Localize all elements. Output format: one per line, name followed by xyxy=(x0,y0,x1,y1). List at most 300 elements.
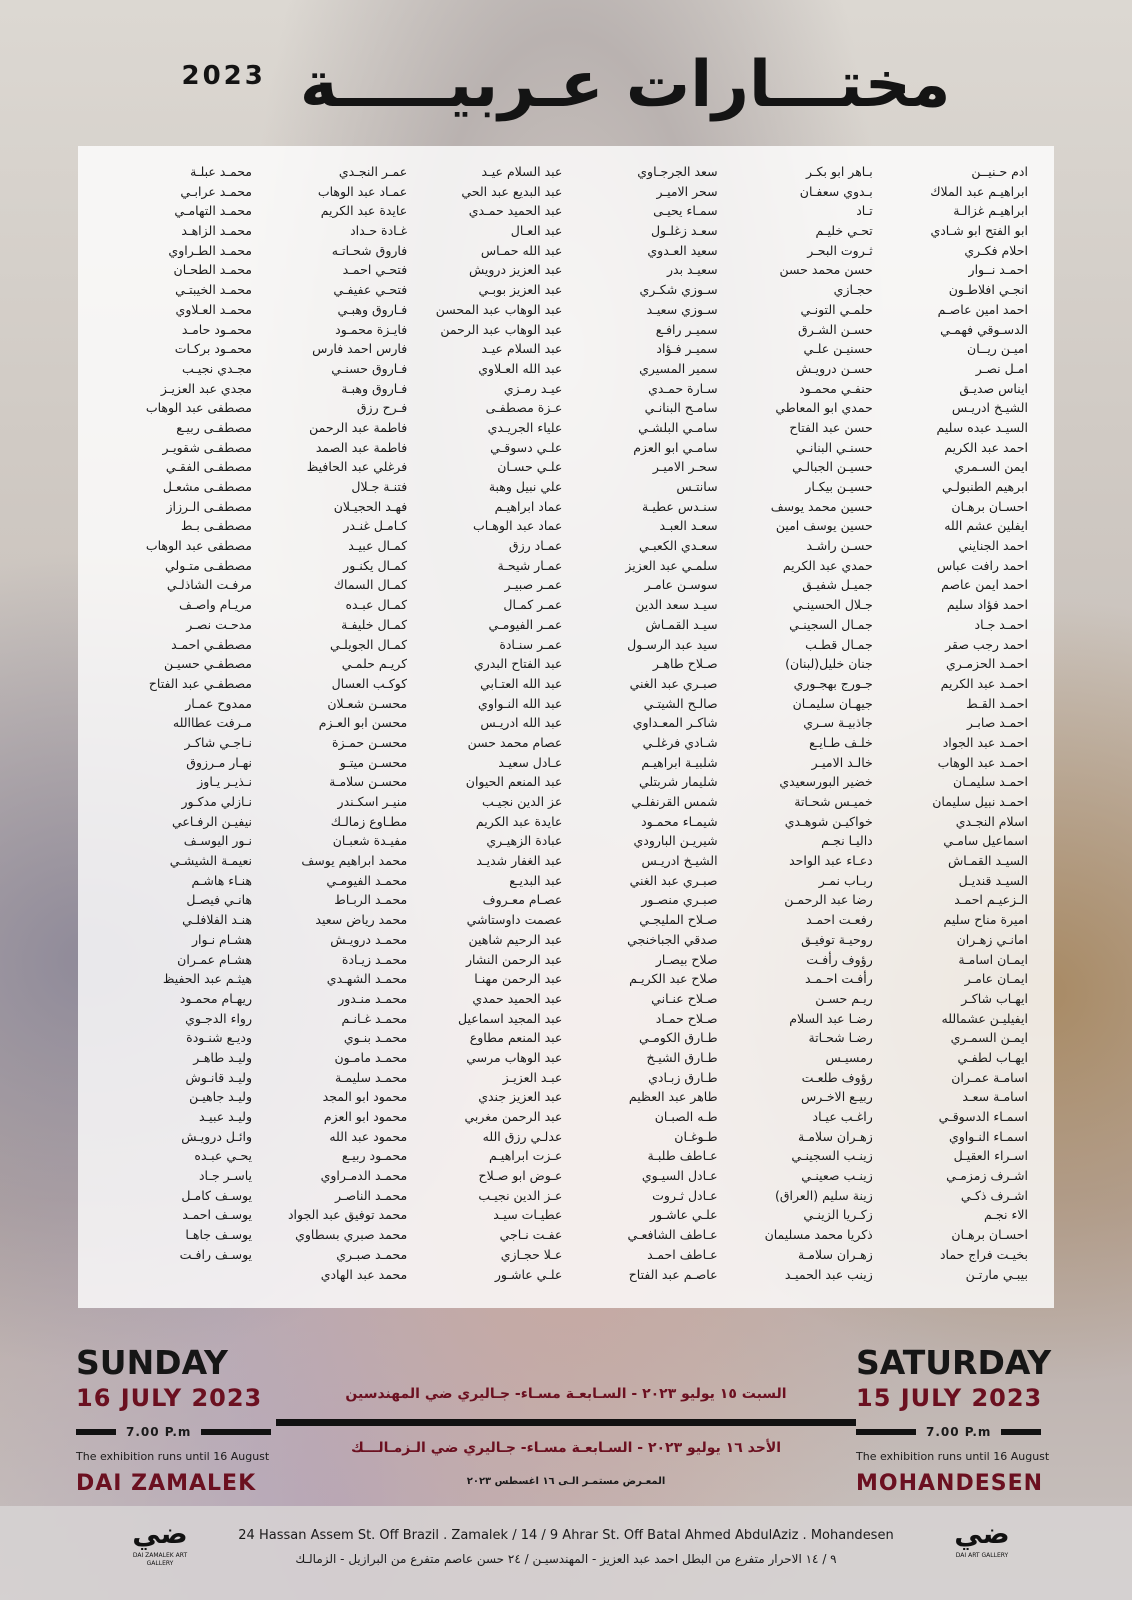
event-time-row xyxy=(76,1424,276,1440)
artist-name: زينـب السجينـي xyxy=(791,1148,873,1164)
saturday-arabic-line: السبت ١٥ يوليو ٢٠٢٣ - السـابعـة مسـاء- جـاليري ضي المهندسين xyxy=(345,1386,787,1402)
artist-name: زينـب صعينـي xyxy=(801,1168,873,1184)
artist-name: هنـاء هاشـم xyxy=(191,872,252,888)
artist-name: عاصـم عبد الفتاح xyxy=(628,1266,718,1282)
artist-name: عبد العـال xyxy=(510,223,563,239)
artist-name: سعـد زغلـول xyxy=(650,223,718,239)
artist-name: عبد الوهاب عبد المحسن xyxy=(435,301,563,317)
logo-caption: DAI ZAMALEK ART GALLERY xyxy=(132,1552,188,1567)
artist-name: مصطفـى ربيـع xyxy=(176,419,252,435)
artist-name: مصطفـي حسيـن xyxy=(164,656,252,672)
artist-name: السيـد عبده سليم xyxy=(936,419,1028,435)
artist-name: عبادة الزهيـري xyxy=(486,833,563,849)
artist-name: علـي حسـان xyxy=(497,459,563,475)
artist-name: احمـد سليمـان xyxy=(953,774,1028,790)
artist-name: احمـد عبد الجواد xyxy=(942,734,1028,750)
artist-name: حسنـي البنانـي xyxy=(795,439,873,455)
artist-name: روحيـة توفيـق xyxy=(801,931,873,947)
artist-name: مصطفـى شقويـر xyxy=(162,439,252,455)
artist-name: الشيـخ ادريـس xyxy=(951,400,1028,416)
artist-name: ابرهيم الطنبولـي xyxy=(942,479,1028,494)
dai-zamalek-logo xyxy=(120,1516,200,1582)
artist-name: سـوزي سعيـد xyxy=(646,301,718,317)
artist-name: محمـد الربـاط xyxy=(334,892,408,908)
artist-name: عـادل السيـوي xyxy=(641,1168,718,1184)
names-column xyxy=(725,162,873,1308)
artist-name: بخيـت فراج حماد xyxy=(939,1246,1028,1262)
artist-name: محمـد العـلاوي xyxy=(175,301,252,317)
artist-name: احمد عبد الكريم xyxy=(944,439,1028,455)
artist-name: احمد فؤاد سليم xyxy=(946,597,1028,613)
artist-name: هشـام عمـران xyxy=(177,951,252,967)
artist-name: فـاروق وهبـي xyxy=(337,301,408,317)
artist-name: كـامـل غنـدر xyxy=(343,518,408,534)
artist-name: بـاهر ابو بكـر xyxy=(806,164,873,179)
title-arabic: مختـــارات عـربيـــــة xyxy=(299,48,951,122)
artist-name: نهـار مـرزوق xyxy=(186,754,252,770)
divider xyxy=(201,1429,271,1435)
artist-name: فرغلي عبد الحافيظ xyxy=(306,459,408,475)
artist-name: احمـد صابـر xyxy=(966,715,1028,731)
artist-name: صلاح عبد الكريـم xyxy=(629,971,718,987)
artist-name: حجـازي xyxy=(833,282,873,298)
artist-name: فاروق شحـاتـه xyxy=(331,242,408,258)
artist-name: احسـان برهـان xyxy=(951,1227,1028,1243)
artist-name: احمـد جـاد xyxy=(974,616,1028,632)
artist-name: عبد الوهاب مرسي xyxy=(466,1049,563,1065)
artist-name: عمـاد عبد الوهاب xyxy=(317,183,408,199)
artist-name: اشـرف ذكـي xyxy=(960,1187,1028,1203)
artist-name: ايناس صديـق xyxy=(959,380,1028,396)
artist-name: علـي عاشـور xyxy=(650,1207,718,1223)
artist-name: راغـب عيـاد xyxy=(812,1109,873,1124)
artist-name: عبد الفتاح البدري xyxy=(473,656,563,672)
artist-name: عطيـات سيـد xyxy=(493,1207,563,1223)
artist-name: عبد الحميد حمدي xyxy=(472,990,563,1006)
artist-name: محمـد مامـون xyxy=(334,1049,408,1065)
artist-name: علـي عاشـور xyxy=(494,1266,563,1282)
artist-name: فاطمة عبد الصمد xyxy=(315,439,408,455)
artist-name: ايهـاب شاكـر xyxy=(961,990,1028,1006)
artist-name: ايمـن السمـري xyxy=(950,1030,1028,1046)
artist-name: فـاروق حسنـي xyxy=(331,360,408,376)
artist-name: محسـن ميتـو xyxy=(339,754,408,770)
artist-name: زينة سليم (العراق) xyxy=(774,1187,873,1203)
artist-name: عايدة عبد الكريم xyxy=(320,203,408,219)
dai-gallery-logo xyxy=(942,1516,1022,1582)
artist-name: صلاح بيصـار xyxy=(655,951,718,967)
event-sunday xyxy=(76,1344,276,1496)
artist-name: عمـاد رزق xyxy=(508,538,563,554)
artist-name: اشـرف زمزمـي xyxy=(946,1168,1028,1184)
artist-name: وليـد عبيـد xyxy=(198,1109,252,1124)
artist-name: عدلـي رزق الله xyxy=(482,1128,563,1144)
artist-name: حسين يوسف امين xyxy=(775,518,873,534)
artist-name: محمـد الدمـراوي xyxy=(320,1168,408,1184)
artist-name: كمـال السماك xyxy=(333,577,408,593)
artist-name: عـزت ابراهيـم xyxy=(488,1148,563,1164)
artist-name: هانـي فيصـل xyxy=(186,892,252,908)
artist-name: السيـد القمـاش xyxy=(947,853,1028,869)
artist-name: بـدوي سعفـان xyxy=(799,183,873,199)
artist-name: يوسـف جاهـا xyxy=(185,1227,252,1243)
artist-name: اسمـاء النـواوي xyxy=(948,1128,1028,1144)
artist-name: ثـروت البحـر xyxy=(807,242,873,258)
artist-name: جمـال السجينـي xyxy=(789,616,873,632)
artist-name: محمـد الناصـر xyxy=(334,1187,408,1203)
artist-name: نـازلي مدكـور xyxy=(181,794,252,809)
artist-name: منيـر اسكـندر xyxy=(337,794,408,809)
artist-name: حمدي ابو المعاطي xyxy=(775,400,873,416)
artist-name: طـارق الشيـخ xyxy=(646,1049,718,1065)
artist-name: ربيـع الاخـرس xyxy=(801,1089,873,1105)
artist-name: مدحـت نصـر xyxy=(186,616,252,632)
artist-name: هشـام نـوار xyxy=(191,931,252,947)
artist-name: مرفـت الشاذلـي xyxy=(166,577,252,593)
artist-name: رفعـت احمـد xyxy=(806,912,873,928)
artist-name: محمـود ربيـع xyxy=(341,1148,408,1164)
artist-name: كريـم حلمـي xyxy=(341,656,408,672)
artist-name: وليـد طاهـر xyxy=(193,1049,252,1065)
artist-name: سامـي البلشـي xyxy=(638,419,718,435)
artist-name: خميـس شحـاتة xyxy=(794,794,873,809)
artist-name: طـه الصبـان xyxy=(654,1109,718,1124)
artist-name: عبد الله العتـابي xyxy=(480,675,563,691)
artist-name: رمسيـس xyxy=(825,1049,873,1065)
artist-name: هنـد الفلافلـي xyxy=(182,912,252,928)
artist-name: ريهـام محمـود xyxy=(179,990,252,1006)
artist-name: عـادل سعيـد xyxy=(498,754,563,770)
artist-name: سلمـي عبد العزيز xyxy=(625,557,718,573)
artist-name: شيريـن البارودي xyxy=(633,833,718,849)
artist-name: احسـان برهـان xyxy=(951,498,1028,514)
artist-name: عـزة مصطفـى xyxy=(485,400,563,416)
artist-name: خلـف طـايـع xyxy=(809,734,873,750)
artist-name: سعيـد بدر xyxy=(667,262,718,278)
artist-name: طاهر عبد العظيم xyxy=(628,1089,718,1105)
artist-name: محمـد صبـري xyxy=(336,1246,408,1262)
artist-name: عبد المنعم الحيوان xyxy=(465,774,563,790)
artist-name: ذكريا محمد مسليمان xyxy=(764,1227,873,1243)
artist-name: ايفيليـن عشمالله xyxy=(941,1010,1028,1026)
artist-name: محمود عبد الله xyxy=(329,1128,408,1144)
artist-name: السيـد قنديـل xyxy=(958,872,1028,888)
artist-name: احمد الجنايني xyxy=(958,538,1028,554)
artist-name: عبد الله ادريـس xyxy=(480,715,563,731)
artist-name: سانتـس xyxy=(676,479,718,494)
artist-name: ابو الفتح ابو شـادي xyxy=(930,223,1028,239)
artist-name: نـاجـي شاكـر xyxy=(184,734,252,750)
title-block xyxy=(0,40,1132,130)
artist-name: كمـال الجويلـي xyxy=(329,636,408,652)
artist-name: فتحـي احمـد xyxy=(342,262,408,278)
artist-name: احمد امين عاصـم xyxy=(937,301,1028,317)
artist-name: حسين محمد يوسف xyxy=(770,498,873,514)
artist-name: سميـر فـؤاد xyxy=(656,341,718,357)
artist-name: حلمـي التونـي xyxy=(800,301,873,317)
artist-name: محمد عبد الهادي xyxy=(320,1266,408,1282)
artist-name: صبـري عبد الغني xyxy=(629,675,718,691)
artist-name: علياء الجريـدي xyxy=(487,419,563,435)
artist-name: ربـاب نمـر xyxy=(818,872,873,888)
artist-name: فتحـي عفيفـي xyxy=(333,282,408,298)
artist-name: محمـد عرابـي xyxy=(180,183,252,199)
artist-name: عبد السلام عيـد xyxy=(481,164,563,179)
artist-name: ياسـر جـاد xyxy=(198,1168,252,1184)
artist-name: شيمـاء محمـود xyxy=(641,813,718,829)
artist-name: زينب عبد الحميـد xyxy=(784,1266,873,1282)
artist-name: جيهـان سليمـان xyxy=(792,695,873,711)
artist-name: شاكـر المعـداوي xyxy=(632,715,718,731)
event-runs-until: The exhibition runs until 16 August xyxy=(856,1450,1050,1463)
artist-name: مـرفت عطاالله xyxy=(172,715,252,731)
artist-name: جنان خليل(لبنان) xyxy=(785,656,873,672)
artist-name: سعيد العـدوي xyxy=(647,242,718,258)
artist-name: تـاد xyxy=(856,203,873,219)
names-column xyxy=(570,162,718,1308)
artist-name: حسـن راشـد xyxy=(806,538,873,554)
artist-name: اميـن ريــان xyxy=(967,341,1028,357)
artist-name: عبد الوهاب عبد الرحمن xyxy=(440,321,563,337)
artist-name: مصطفى عبد الوهاب xyxy=(145,400,252,416)
artist-name: محمـود حامـد xyxy=(181,321,252,337)
artist-name: عايدة عبد الكريم xyxy=(475,813,563,829)
artist-name: ايمـان عامـر xyxy=(964,971,1028,987)
artist-name: محمـد الطـراوي xyxy=(168,242,252,258)
footer xyxy=(0,1506,1132,1600)
artist-name: سمـاء يحيـى xyxy=(653,203,718,219)
artist-name: رضـا عبد السلام xyxy=(789,1010,873,1026)
artist-name: اسماعيل سامـي xyxy=(943,833,1028,849)
artist-name: محمـد التهامـي xyxy=(174,203,252,219)
artist-name: فتنـة جـلال xyxy=(351,479,408,494)
event-venue: DAI ZAMALEK xyxy=(76,1471,257,1496)
artist-name: امانـي زهـران xyxy=(956,931,1028,947)
artist-name: عيـد رمـزي xyxy=(503,380,563,396)
artist-name: محمـد زيـادة xyxy=(341,951,408,967)
artist-name: احمـد عبد الكريم xyxy=(940,675,1028,691)
logo-mark: ضي xyxy=(954,1517,1010,1550)
artist-name: سعد الجرجـاوي xyxy=(637,164,718,179)
title-year: 2023 xyxy=(181,61,266,91)
divider xyxy=(856,1429,916,1435)
artist-name: طـوغـان xyxy=(674,1128,718,1144)
artist-name: يوسـف كامـل xyxy=(181,1187,252,1203)
artist-name: عز الدين نجيـب xyxy=(481,794,563,809)
artist-name: مطـاوع زمالـك xyxy=(330,813,408,829)
artist-name: سيـد القمـاش xyxy=(645,616,718,632)
artist-name: ايمـان اسامـة xyxy=(958,951,1028,967)
artist-name: رواء الدجـوي xyxy=(185,1010,252,1026)
event-saturday xyxy=(856,1344,1056,1496)
artist-name: محمد ابراهيم يوسف xyxy=(301,853,408,869)
artist-name: حسنيـن علـي xyxy=(803,341,873,357)
divider xyxy=(1001,1429,1041,1435)
artist-name: عبد الحميد حمـدي xyxy=(468,203,563,219)
artist-name: عبد المجيد اسماعيل xyxy=(458,1010,563,1026)
artist-name: صـلاح طاهـر xyxy=(652,656,718,672)
artist-name: وليـد جاهيـن xyxy=(189,1089,252,1105)
artist-name: احمد ايمن عاصم xyxy=(941,577,1028,593)
artist-name: ممدوح عمـار xyxy=(185,695,252,711)
artist-name: جمـال قطـب xyxy=(805,636,873,652)
artist-name: صـلاح حمـاد xyxy=(655,1010,718,1026)
artist-name: يوسـف رافـت xyxy=(179,1246,252,1262)
artist-name: محمـد الطحـان xyxy=(173,262,252,278)
artist-name: زهـران سلامـة xyxy=(797,1246,873,1262)
sunday-arabic-line: الأحد ١٦ يوليو ٢٠٢٣ - السـابعـة مسـاء- جـاليري ضي الـزمـالـــك xyxy=(350,1440,782,1456)
artist-name: رؤوف طلعـت xyxy=(801,1069,873,1085)
artist-name: محمـد الشهـدي xyxy=(326,971,408,987)
artist-name: عبد السلام عيـد xyxy=(481,341,563,357)
artist-name: عبد الله النـواوي xyxy=(478,695,563,711)
artist-name: حسيـن الجبالـي xyxy=(792,459,873,475)
artist-name: عمـر النجـدي xyxy=(338,164,408,179)
address-english: 24 Hassan Assem St. Off Brazil . Zamalek / 14 / 9 Ahrar St. Off Batal Ahmed AbdulAziz . Mohandesen xyxy=(238,1528,894,1543)
event-time: 7.00 P.m xyxy=(926,1425,992,1439)
artist-name: امـل نصـر xyxy=(975,360,1028,376)
artist-name: سامـي ابو العزم xyxy=(633,439,718,455)
artist-name: محسـن شعـلان xyxy=(327,695,408,711)
artist-name: محسـن حمـزة xyxy=(332,734,408,750)
event-day: SATURDAY xyxy=(856,1343,1052,1382)
artist-name: طـارق الكومـي xyxy=(639,1030,718,1046)
artist-name: نعيمـة الشيشـي xyxy=(169,853,252,869)
artist-name: مفيـدة شعبـان xyxy=(332,833,408,849)
artist-name: مصطفى عبد الوهاب xyxy=(145,538,252,554)
names-column xyxy=(880,162,1028,1308)
artist-name: سحر الاميـر xyxy=(656,183,718,199)
artist-name: محمود ابو المجد xyxy=(322,1089,408,1105)
event-day: SUNDAY xyxy=(76,1343,228,1382)
artist-name: مصطفـى متـولي xyxy=(165,557,252,573)
event-date: 15 JULY 2023 xyxy=(856,1384,1043,1412)
artist-name: صـلاح المليجـي xyxy=(639,912,718,928)
artist-name: عبد الرحمن النشار xyxy=(465,951,563,967)
artist-name: عبد الله حمـاس xyxy=(480,242,563,258)
artist-name: اسـراء العقيـل xyxy=(953,1148,1028,1164)
artist-name: شلبيـة ابراهيـم xyxy=(641,754,718,770)
artist-name: احمد رجب صقر xyxy=(945,636,1028,652)
artist-name: دعـاء عبد الواحد xyxy=(789,853,873,869)
artist-name: سوسـن عامـر xyxy=(644,577,718,593)
artist-name: عصام محمد حسن xyxy=(467,734,563,750)
artist-name: يوسـف احمـد xyxy=(182,1207,252,1223)
event-time-row xyxy=(856,1424,1056,1440)
artist-name: احمـد الحزمـري xyxy=(946,656,1028,672)
artist-name: محسن ابو العـزم xyxy=(318,715,408,731)
artist-name: نـذيـر يـاوز xyxy=(197,774,252,790)
artist-name: عبد البديع عبد الحي xyxy=(461,183,563,199)
center-divider xyxy=(276,1419,856,1426)
artist-name: شليمار شربتلي xyxy=(638,774,718,790)
artist-name: صبـري عبد الغني xyxy=(629,872,718,888)
artist-name: ابراهيـم عبد الملاك xyxy=(930,183,1028,199)
artist-name: عمـار شيحـة xyxy=(497,557,563,573)
artist-name: عماد عبد الوهـاب xyxy=(473,518,563,534)
artist-name: عبد الله العـلاوي xyxy=(478,360,563,376)
artist-name: ايفلين عشم الله xyxy=(944,518,1028,534)
artist-name: حسن محمد حسن xyxy=(779,262,873,278)
artist-name: فـرح رزق xyxy=(356,400,408,416)
artist-name: مريـام واصـف xyxy=(179,597,252,613)
names-column xyxy=(414,162,562,1308)
artist-name: جـورج بهجـوري xyxy=(793,675,873,691)
artist-name: اميرة مناح سليم xyxy=(943,912,1028,928)
event-time: 7.00 P.m xyxy=(126,1425,192,1439)
artist-name: حسن عبد الفتاح xyxy=(789,419,873,435)
artist-name: محمـد سليمـة xyxy=(335,1069,408,1085)
artist-name: طـارق زبـادي xyxy=(648,1069,718,1085)
artist-name: عبد البديـع xyxy=(509,872,563,888)
artist-name: صبـري منصـور xyxy=(641,892,718,908)
artist-name: احمـد القـط xyxy=(966,695,1028,711)
artist-name: محمـد درويـش xyxy=(330,931,408,947)
artist-name: سميـر رافـع xyxy=(655,321,718,337)
artist-name: اسامـة سعـد xyxy=(962,1089,1028,1105)
artist-name: محمـد منـدور xyxy=(338,990,408,1006)
artist-name: محمـد عبلـة xyxy=(190,164,252,179)
event-date: 16 JULY 2023 xyxy=(76,1384,263,1412)
artist-name: جاذبيـة سـري xyxy=(803,715,873,731)
artist-name: ادم حـنيــن xyxy=(971,164,1028,179)
artist-name: اسلام النجـدي xyxy=(955,813,1028,829)
artist-name: مجـدي نجيـب xyxy=(181,360,252,376)
artist-name: صـلاح عنـاني xyxy=(651,990,718,1006)
artist-name: خضير البورسعيدي xyxy=(779,774,873,790)
artist-name: الدسـوقي فهمـي xyxy=(940,321,1028,337)
artist-name: عبـد العزيـز xyxy=(502,1069,563,1085)
artist-name: حمدي عبد الكريم xyxy=(782,557,873,573)
artist-name: مصطفـي احمـد xyxy=(171,636,252,652)
artist-name: سحـر الاميـر xyxy=(652,459,718,475)
artist-name: كمـال يكنـور xyxy=(343,557,408,573)
artist-name: سعـدي الكعبـي xyxy=(639,538,718,554)
artist-name: سعـد العبـد xyxy=(659,518,718,534)
artist-name: عـاطف الشافعـي xyxy=(627,1227,718,1243)
artist-name: محمـد غـانـم xyxy=(341,1010,408,1026)
artist-name: فـاروق وهبـة xyxy=(341,380,408,396)
artist-name: فارس احمد فارس xyxy=(312,341,408,357)
artist-name: احمـد نــوار xyxy=(968,262,1028,278)
artist-name: عـاطف طلبـة xyxy=(647,1148,718,1164)
artist-name: احمـد نبيل سليمان xyxy=(932,794,1028,809)
artist-name: عـوض ابو صـلاح xyxy=(478,1168,563,1184)
artist-name: حسـن الشـرق xyxy=(798,321,873,337)
artist-name: سيـد سعد الدين xyxy=(635,597,718,613)
artist-name: سنـدس عطيـة xyxy=(642,498,718,514)
artist-name: مصطفـى بـط xyxy=(180,518,252,534)
artist-name: محمـود بركـات xyxy=(174,341,252,357)
artist-name: عمـر كمـال xyxy=(503,597,563,613)
artist-name: محسـن سلامـة xyxy=(329,774,408,790)
artist-name: وديـع شنـودة xyxy=(186,1030,252,1046)
artist-name: عمـر الفيومـي xyxy=(488,616,563,632)
artist-name: نيفيـن الرفـاعي xyxy=(172,813,252,829)
artist-name: محمـد الزاهـد xyxy=(181,223,252,239)
artist-name: الـزعيـم احمـد xyxy=(954,892,1028,908)
artist-name: محمـد بنـوي xyxy=(343,1030,408,1046)
artist-name: عمـر صبيـر xyxy=(504,577,563,593)
artist-name: سيد عبد الرسـول xyxy=(627,636,718,652)
artist-name: حنفـي محمـود xyxy=(799,380,873,396)
artist-name: عصـام معـروف xyxy=(482,892,563,908)
artist-name: مجدي عبد العزيـز xyxy=(160,380,252,396)
artist-name: نـور اليوسـف xyxy=(183,833,252,849)
artist-name: جميـل شفيـق xyxy=(802,577,873,593)
artist-name: احمد رافت عباس xyxy=(936,557,1028,573)
artist-name: محمد توفيق عبد الجواد xyxy=(287,1207,408,1223)
